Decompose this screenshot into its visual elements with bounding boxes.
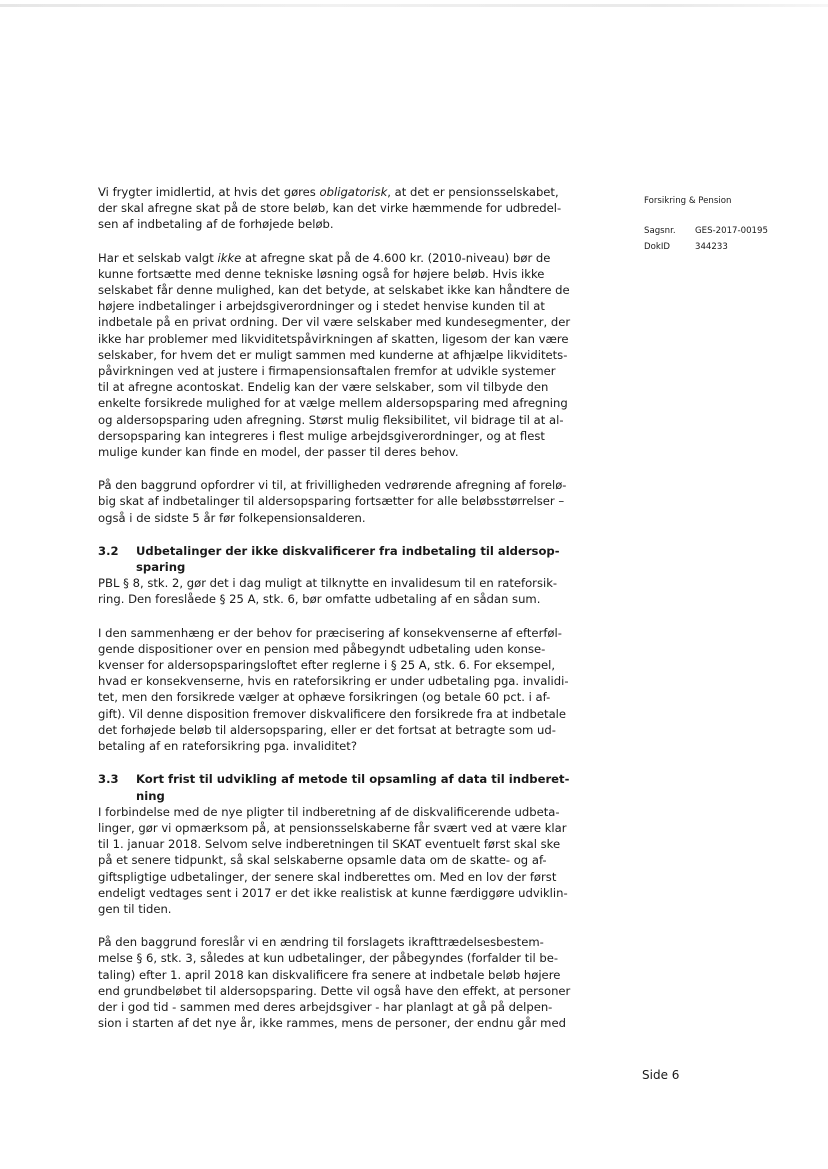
emphasis: ikke — [217, 250, 242, 265]
page-number: Side 6 — [642, 1068, 680, 1082]
text-line: hvad er konsekvenserne, hvis en rateforsikring er under udbetaling pga. invalidi- — [98, 674, 569, 689]
paragraph-3 — [98, 477, 596, 526]
text-line: big skat af indbetalinger til aldersopsparing fortsætter for alle beløbsstørrelser – — [98, 494, 565, 509]
organization-name: Forsikring & Pension — [644, 196, 732, 206]
text-line: selskabet får denne mulighed, kan det betyde, at selskabet ikke kan håndtere de — [98, 283, 570, 298]
text-line: kvenser for aldersopsparingsloftet efter reglerne i § 25 A, stk. 6. For eksempel, — [98, 658, 556, 673]
text-line: der skal afregne skat på de store beløb, kan det virke hæmmende for udbredel- — [98, 201, 562, 216]
text-line: sion i starten af det nye år, ikke rammes, mens de personer, der endnu går med — [98, 1016, 566, 1031]
section-title: Kort frist til udvikling af metode til opsamling af data til indberet- — [136, 772, 570, 787]
paragraph-6 — [98, 804, 596, 917]
paragraph-1 — [98, 184, 596, 233]
section-title-continued: ning — [136, 788, 165, 803]
text-line: gen til tiden. — [98, 901, 172, 916]
document-id-label: DokID — [644, 242, 671, 252]
text-line: dersopsparing kan integreres i flest mulige arbejdsgiverordninger, og at flest — [98, 428, 545, 443]
text-line: til at afregne acontoskat. Endelig kan der være selskaber, som vil tilbyde den — [98, 380, 549, 395]
text-line: højere indbetalinger i arbejdsgiverordninger og i stedet henvise kunden til at — [98, 299, 545, 314]
case-number-value: GES-2017-00195 — [695, 226, 768, 236]
section-number: 3.3 — [98, 772, 119, 787]
text-line: PBL § 8, stk. 2, gør det i dag muligt at tilknytte en invalidesum til en rateforsik- — [98, 576, 558, 591]
section-heading-3-3 — [98, 771, 596, 803]
text-line: selskaber, for hvem det er muligt sammen med kunderne at afhjælpe likviditets- — [98, 347, 568, 362]
text-line: sen af indbetaling af de forhøjede beløb. — [98, 217, 334, 232]
text-line: giftspligtige udbetalinger, der senere skal indberettes om. Med en lov der først — [98, 869, 557, 884]
text-line: også i de sidste 5 år før folkepensionsalderen. — [98, 510, 366, 525]
paragraph-7 — [98, 934, 596, 1031]
text-line: og aldersopsparing uden afregning. Størst mulig fleksibilitet, vil bidrage til at al- — [98, 412, 564, 427]
text-line: melse § 6, stk. 3, således at kun udbetalinger, der påbegyndes (forfalder til be- — [98, 951, 559, 966]
paragraph-4 — [98, 575, 596, 607]
document-id-row — [644, 239, 814, 255]
section-heading-3-2 — [98, 543, 596, 575]
sidebar-metadata — [644, 193, 814, 255]
text-line: På den baggrund opfordrer vi til, at frivilligheden vedrørende afregning af forelø- — [98, 478, 567, 493]
scan-edge — [0, 4, 828, 7]
text-line: linger, gør vi opmærksom på, at pensionsselskaberne får svært ved at være klar — [98, 820, 567, 835]
text-line: mulige kunder kan finde en model, der passer til deres behov. — [98, 445, 459, 460]
text-line: På den baggrund foreslår vi en ændring til forslagets ikrafttrædelsesbestem- — [98, 935, 544, 950]
paragraph-2 — [98, 250, 596, 461]
text-line: Vi frygter imidlertid, at hvis det gøres obligatorisk, at det er pensionsselskabet, — [98, 185, 559, 199]
section-number: 3.2 — [98, 543, 119, 558]
text-line: enkelte forsikrede mulighed for at vælge mellem aldersopsparing med afregning — [98, 396, 568, 411]
document-body — [98, 184, 596, 1048]
section-title: Udbetalinger der ikke diskvalificerer fra indbetaling til aldersop- — [136, 543, 560, 558]
text-line: endeligt vedtages sent i 2017 er det ikke realistisk at kunne færdiggøre udviklin- — [98, 885, 568, 900]
text-line: I den sammenhæng er der behov for præcisering af konsekvenserne af efterføl- — [98, 625, 562, 640]
text-line: indbetale på en privat ordning. Der vil være selskaber med kundesegmenter, der — [98, 315, 571, 330]
text-line: til 1. januar 2018. Selvom selve indberetningen til SKAT eventuelt først skal ske — [98, 837, 561, 852]
case-number-row — [644, 223, 814, 239]
text-line: gift). Vil denne disposition fremover diskvalificere den forsikrede fra at indbetale — [98, 706, 567, 721]
document-id-value: 344233 — [695, 242, 728, 252]
paragraph-5 — [98, 625, 596, 755]
section-title-continued: sparing — [136, 560, 186, 575]
text-line: I forbindelse med de nye pligter til indberetning af de diskvalificerende udbeta- — [98, 804, 560, 819]
text-line: Har et selskab valgt ikke at afregne skat på de 4.600 kr. (2010-niveau) bør de — [98, 250, 551, 265]
text-line: det forhøjede beløb til aldersopsparing, eller er det fortsat at betragte som ud- — [98, 722, 556, 737]
text-line: på et senere tidpunkt, så skal selskaberne opsamle data om de skatte- og af- — [98, 853, 547, 868]
text-line: end grundbeløbet til aldersopsparing. Dette vil også have den effekt, at personer — [98, 983, 571, 998]
case-number-label: Sagsnr. — [644, 226, 676, 236]
text-line: betaling af en rateforsikring pga. invaliditet? — [98, 739, 357, 754]
emphasis: obligatorisk — [319, 185, 388, 199]
text-line: der i god tid - sammen med deres arbejdsgiver - har planlagt at gå på delpen- — [98, 999, 553, 1014]
text-line: tet, men den forsikrede vælger at ophæve forsikringen (og betale 60 pct. i af- — [98, 690, 551, 705]
text-line: ring. Den foreslåede § 25 A, stk. 6, bør omfatte udbetaling af en sådan sum. — [98, 592, 541, 607]
text-line: ikke har problemer med likviditetspåvirkningen af skatten, ligesom der kan være — [98, 331, 569, 346]
text-line: taling) efter 1. april 2018 kan diskvalificere fra senere at indbetale beløb højere — [98, 967, 561, 982]
text-line: kunne fortsætte med denne tekniske løsning også for højere beløb. Hvis ikke — [98, 266, 545, 281]
text-line: gende dispositioner over en pension med påbegyndt udbetaling uden konse- — [98, 641, 546, 656]
text-line: påvirkningen ved at justere i firmapensionsaftalen fremfor at udvikle systemer — [98, 364, 556, 379]
